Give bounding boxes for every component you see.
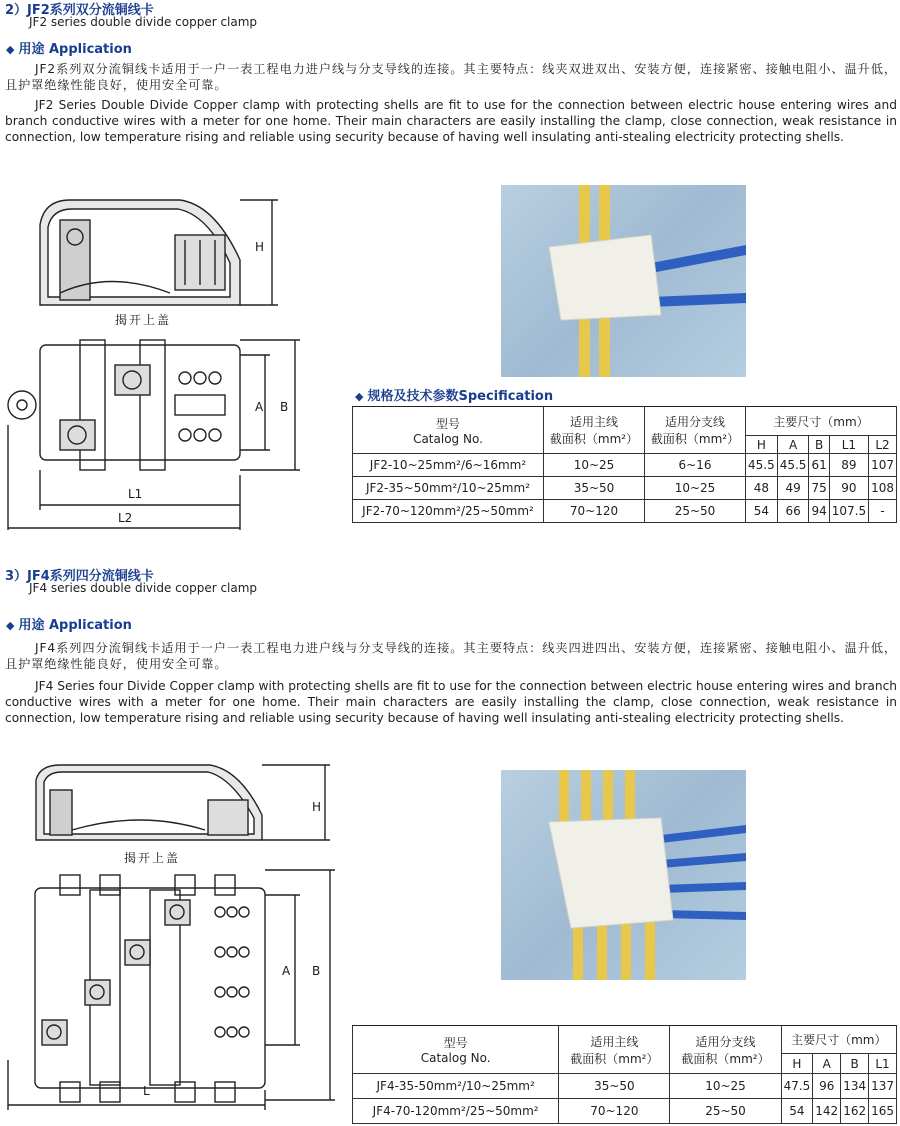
cell-model: JF2-10~25mm²/6~16mm² [353, 454, 544, 477]
jf4-th-main: 适用主线 截面积（mm²） [559, 1026, 670, 1074]
jf4-dim-a: A [282, 964, 291, 978]
table-row [353, 1099, 897, 1124]
jf4-spec-table [352, 1025, 897, 1124]
cell-branch: 25~50 [670, 1099, 781, 1124]
cell-branch: 10~25 [670, 1074, 781, 1099]
cell-dim: 66 [777, 500, 809, 523]
jf2-product-photo-illustration [501, 185, 746, 377]
cell-dim: 48 [746, 477, 778, 500]
table-row [353, 454, 897, 477]
jf4-th-col: H [781, 1054, 813, 1074]
cell-main: 70~120 [544, 500, 645, 523]
jf2-th-col: A [777, 436, 809, 454]
cell-dim: 107.5 [829, 500, 868, 523]
jf4-application-heading-text: 用途 Application [18, 618, 132, 633]
jf2-th-branch: 适用分支线 截面积（mm²） [645, 407, 746, 454]
table-row [353, 500, 897, 523]
jf4-drawing-caption: 揭开上盖 [124, 851, 181, 865]
jf4-th-col: A [813, 1054, 841, 1074]
jf2-th-main: 适用主线 截面积（mm²） [544, 407, 645, 454]
cell-dim: 75 [809, 477, 829, 500]
cell-main: 70~120 [559, 1099, 670, 1124]
cell-dim: 45.5 [777, 454, 809, 477]
cell-branch: 6~16 [645, 454, 746, 477]
jf2-dim-l1: L1 [128, 487, 143, 501]
jf2-th-col: B [809, 436, 829, 454]
jf4-product-photo-illustration [501, 770, 746, 980]
cell-branch: 10~25 [645, 477, 746, 500]
cell-dim: 90 [829, 477, 868, 500]
cell-dim: 54 [781, 1099, 813, 1124]
jf2-section-subtitle: JF2 series double divide copper clamp [29, 15, 258, 29]
jf2-technical-drawing [0, 185, 330, 535]
jf4-application-heading [6, 614, 132, 633]
cell-model: JF2-70~120mm²/25~50mm² [353, 500, 544, 523]
jf2-product-photo [501, 185, 746, 377]
jf4-dim-h: H [312, 800, 322, 814]
cell-dim: 49 [777, 477, 809, 500]
cell-model: JF2-35~50mm²/10~25mm² [353, 477, 544, 500]
cell-dim: 134 [841, 1074, 869, 1099]
jf4-th-col: L1 [869, 1054, 897, 1074]
jf4-th-col: B [841, 1054, 869, 1074]
jf4-paragraph-cn: JF4系列四分流铜线卡适用于一户一表工程电力进户线与分支导线的连接。其主要特点：线夹四进四出、安装方便，连接紧密、接触电阻小、温升低，且护罩绝缘性能良好，使用安全可靠。 [5, 641, 897, 671]
jf4-paragraph-en: JF4 Series four Divide Copper clamp with protecting shells are fit to use for the connection between electric house entering wires and branch conductive wires with a meter for one home. Their main characters are easily installing the clamp, close connection, weak resistance in connection, low temperature rising and reliable using security because of having well insulating anti-stealing electricity protecting shells. [5, 679, 897, 725]
cell-model: JF4-35-50mm²/10~25mm² [353, 1074, 559, 1099]
jf4-th-dims: 主要尺寸（mm） [781, 1026, 896, 1054]
jf2-spec-table [352, 406, 897, 523]
jf2-dim-h: H [255, 240, 265, 254]
jf2-th-catalog: 型号 Catalog No. [353, 407, 544, 454]
cell-main: 10~25 [544, 454, 645, 477]
cell-branch: 25~50 [645, 500, 746, 523]
cell-dim: 89 [829, 454, 868, 477]
jf2-paragraph-en: JF2 Series Double Divide Copper clamp with protecting shells are fit to use for the connection between electric house entering wires and branch conductive wires with a meter for one home. Their main characters are easily installing the clamp, close connection, weak resistance in connection, low temperature rising and reliable using security because of having well insulating anti-stealing electricity protecting shells. [5, 98, 897, 144]
jf4-section-title: 3）JF4系列四分流铜线卡 [5, 569, 154, 584]
jf4-product-photo [501, 770, 746, 980]
jf2-section-title: 2）JF2系列双分流铜线卡 [5, 3, 154, 18]
jf2-application-heading-text: 用途 Application [18, 42, 132, 57]
jf2-th-col: L2 [869, 436, 897, 454]
jf2-spec-heading-text: 规格及技术参数Specification [367, 389, 554, 404]
cell-dim: 137 [869, 1074, 897, 1099]
cell-dim: 142 [813, 1099, 841, 1124]
jf2-spec-heading [355, 385, 553, 404]
jf4-technical-drawing [0, 760, 345, 1126]
cell-dim: 108 [869, 477, 897, 500]
cell-dim: 162 [841, 1099, 869, 1124]
jf2-dim-a: A [255, 400, 264, 414]
diamond-icon: ◆ [6, 43, 15, 56]
cell-main: 35~50 [544, 477, 645, 500]
diamond-icon: ◆ [355, 390, 364, 403]
jf2-drawing-caption: 揭开上盖 [115, 313, 172, 327]
jf2-dim-b: B [280, 400, 289, 414]
jf4-th-branch: 适用分支线 截面积（mm²） [670, 1026, 781, 1074]
jf2-th-col: L1 [829, 436, 868, 454]
cell-dim: 165 [869, 1099, 897, 1124]
jf2-application-heading [6, 38, 132, 57]
cell-main: 35~50 [559, 1074, 670, 1099]
jf4-th-catalog: 型号 Catalog No. [353, 1026, 559, 1074]
jf2-dim-l2: L2 [118, 511, 133, 525]
jf2-paragraph-cn: JF2系列双分流铜线卡适用于一户一表工程电力进户线与分支导线的连接。其主要特点：线夹双进双出、安装方便，连接紧密、接触电阻小、温升低，且护罩绝缘性能良好，使用安全可靠。 [5, 62, 897, 92]
cell-dim: 61 [809, 454, 829, 477]
cell-dim: 107 [869, 454, 897, 477]
diamond-icon: ◆ [6, 619, 15, 632]
cell-dim: 47.5 [781, 1074, 813, 1099]
jf4-dim-b: B [312, 964, 321, 978]
cell-dim: 54 [746, 500, 778, 523]
jf2-th-dims: 主要尺寸（mm） [746, 407, 897, 436]
table-row [353, 477, 897, 500]
cell-dim: - [869, 500, 897, 523]
cell-model: JF4-70-120mm²/25~50mm² [353, 1099, 559, 1124]
jf4-dim-l: L [143, 1084, 150, 1098]
jf2-th-col: H [746, 436, 778, 454]
cell-dim: 45.5 [746, 454, 778, 477]
cell-dim: 94 [809, 500, 829, 523]
table-row [353, 1074, 897, 1099]
jf4-section-subtitle: JF4 series double divide copper clamp [29, 581, 258, 595]
cell-dim: 96 [813, 1074, 841, 1099]
